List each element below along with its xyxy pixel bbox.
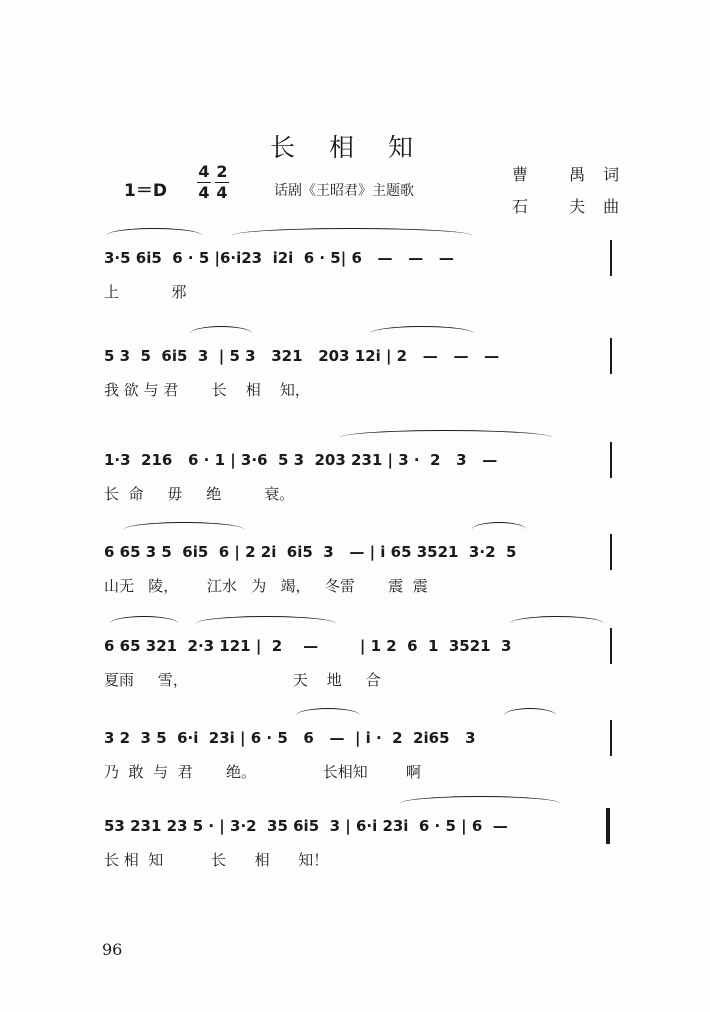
lyric-line: 上 邪 bbox=[104, 283, 187, 301]
page-number: 96 bbox=[102, 940, 123, 959]
notation-line: 6 65 3 5 6i5 6 | 2 2i 6i5 3 — | i 65 3521 3·2 5 bbox=[104, 543, 517, 561]
meter-top: 4 bbox=[198, 162, 210, 181]
song-title: 长相知 bbox=[270, 133, 448, 162]
notation-line: 1·3 216 6 · 1 | 3·6 5 3 203 231 | 3 · 2 3 — bbox=[104, 451, 498, 469]
notation-line: 3·5 6i5 6 · 5 |6·i23 i2i 6 · 5| 6 — — — bbox=[104, 249, 454, 267]
lyric-line: 我 欲 与 君 长 相 知， bbox=[104, 381, 310, 399]
bar-line bbox=[610, 720, 612, 756]
lyric-line: 长 相 知 长 相 知！ bbox=[104, 851, 329, 869]
notation-line: 5 3 5 6i5 3 | 5 3 321 203 12i | 2 — — — bbox=[104, 347, 500, 365]
key-signature: 1＝D bbox=[124, 181, 167, 201]
subtitle: 话剧《王昭君》主题歌 bbox=[274, 183, 414, 199]
final-bar-line bbox=[606, 808, 610, 844]
bar-line bbox=[610, 338, 612, 374]
bar-line bbox=[610, 534, 612, 570]
meter-top: 2 bbox=[216, 162, 228, 181]
bar-line bbox=[610, 442, 612, 478]
time-signature-4-4 bbox=[196, 162, 212, 203]
bar-line bbox=[610, 628, 612, 664]
lyric-line: 山无 陵， 江水 为 竭， 冬雷 震 震 bbox=[104, 577, 428, 595]
meter-bottom: 4 bbox=[198, 183, 210, 202]
bar-line bbox=[610, 240, 612, 276]
notation-line: 3 2 3 5 6·i 23i | 6 · 5 6 — | i · 2 2i65 3 bbox=[104, 729, 476, 747]
notation-line: 53 231 23 5 · | 3·2 35 6i5 3 | 6·i 23i 6 · 5 | 6 — bbox=[104, 817, 508, 835]
composer-credit: 石 夫曲 bbox=[512, 197, 638, 216]
time-signature-2-4 bbox=[214, 162, 230, 203]
meter-bottom: 4 bbox=[216, 183, 228, 202]
lyric-line: 长 命 毋 绝 衰。 bbox=[104, 485, 295, 503]
lyricist-credit: 曹 禺词 bbox=[512, 165, 638, 184]
notation-line: 6 65 321 2·3 121 | 2 — | 1 2 6 1 3521 3 bbox=[104, 637, 512, 655]
lyric-line: 乃 敢 与 君 绝。 长相知 啊 bbox=[104, 763, 421, 781]
lyric-line: 夏雨 雪， 天 地 合 bbox=[104, 671, 381, 689]
